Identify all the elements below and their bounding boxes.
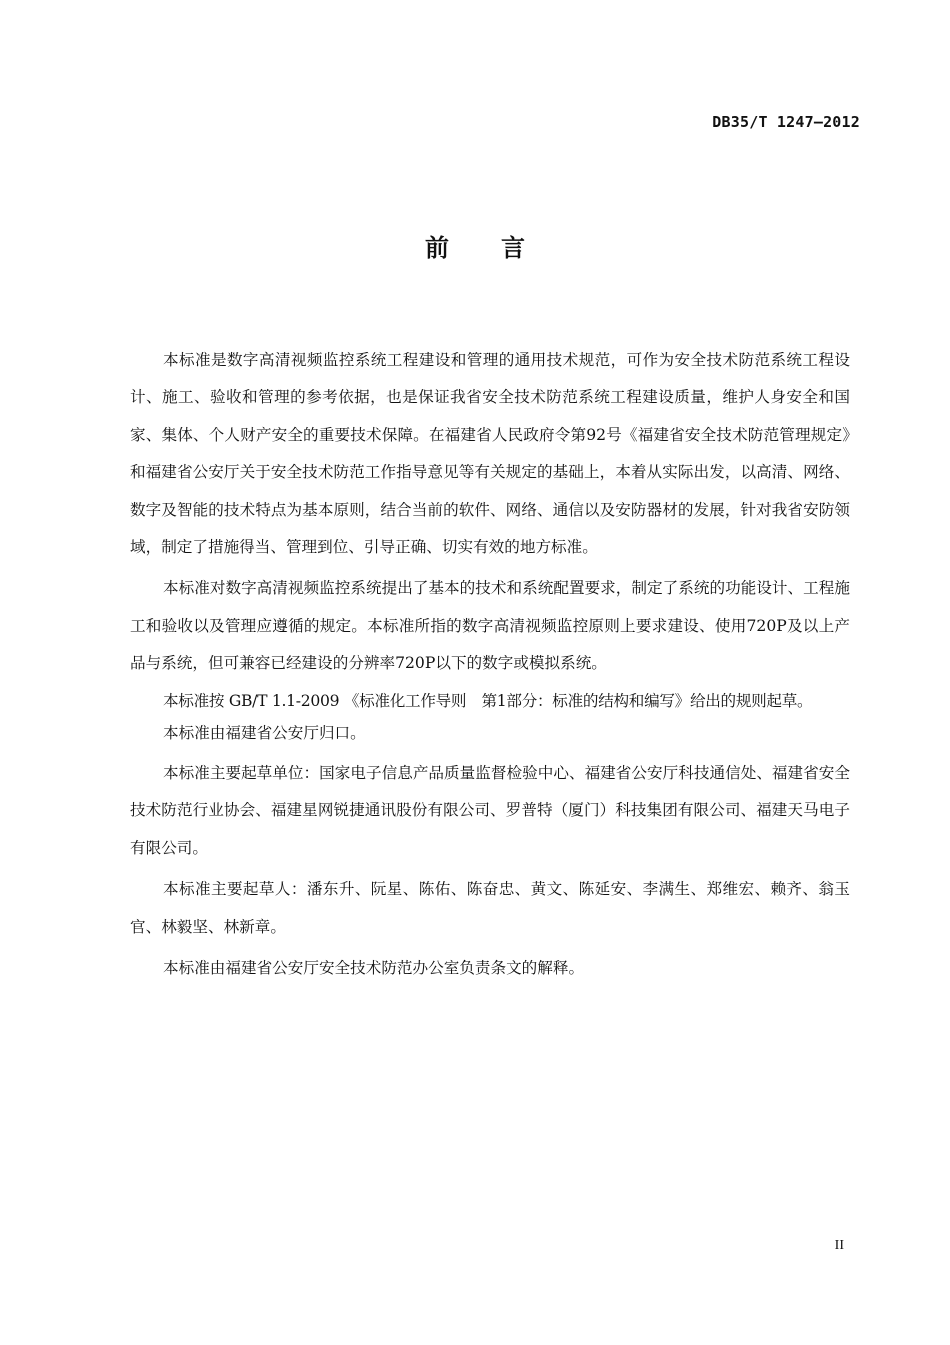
paragraph-responsible-body: 本标准由福建省公安厅归口。 (163, 723, 366, 742)
title-char-2: 言 (501, 234, 525, 262)
standard-code: DB35/T 1247—2012 (712, 113, 860, 131)
paragraph-scope: 本标准是数字高清视频监控系统工程建设和管理的通用技术规范，可作为安全技术防范系统工程设计、施工、验收和管理的参考依据，也是保证我省安全技术防范系统工程建设质量，维护人身安全和国家、集体、个人财产安全的重要技术保障。在福建省人民政府令第92号《福建省安全技术防范管理规定》和福建省公安厅关于安全技术防范工作指导意见等有关规定的基础上，本着从实际出发，以高清、网络、数字及智能的技术特点为基本原则，结合当前的软件、网络、通信以及安防器材的发展，针对我省安防领域，制定了措施得当、管理到位、引导正确、切实有效的地方标准。 (130, 351, 850, 557)
foreword-body (130, 342, 850, 992)
paragraph-requirements: 本标准对数字高清视频监控系统提出了基本的技术和系统配置要求，制定了系统的功能设计、工程施工和验收以及管理应遵循的规定。本标准所指的数字高清视频监控原则上要求建设、使用720P及以上产品与系统，但可兼容已经建设的分辨率720P以下的数字或模拟系统。 (130, 579, 850, 673)
paragraph-drafting-rules: 本标准按 GB/T 1.1-2009 《标准化工作导则 第1部分：标准的结构和编写》给出的规则起草。 (163, 691, 813, 710)
paragraph-drafters: 本标准主要起草人：潘东升、阮星、陈佑、陈奋忠、黄文、陈延安、李满生、郑维宏、赖齐、翁玉官、林毅坚、林新章。 (130, 880, 850, 936)
page-title (0, 228, 950, 263)
paragraph-interpretation: 本标准由福建省公安厅安全技术防范办公室负责条文的解释。 (163, 959, 585, 978)
paragraph-drafting-units: 本标准主要起草单位：国家电子信息产品质量监督检验中心、福建省公安厅科技通信处、福建省安全技术防范行业协会、福建星网锐捷通讯股份有限公司、罗普特（厦门）科技集团有限公司、福建天马电子有限公司。 (130, 764, 850, 857)
title-char-1: 前 (425, 234, 449, 262)
page-number: II (834, 1238, 844, 1253)
